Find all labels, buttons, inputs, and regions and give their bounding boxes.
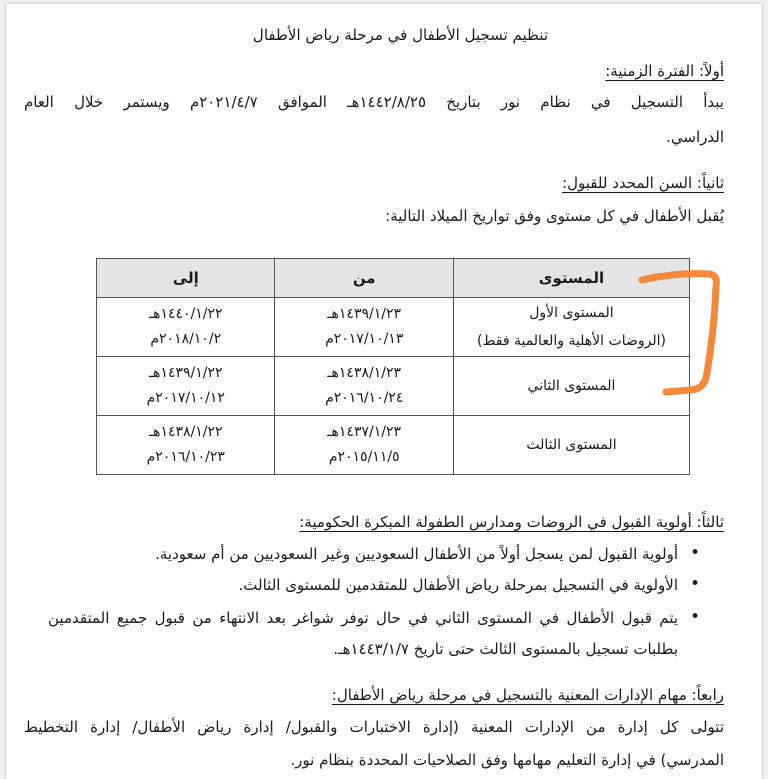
bracket-stroke: [642, 274, 716, 392]
to-hijri: ١٤٣٩/١/٢٢هـ: [148, 365, 223, 381]
section-2-heading: ثانياً: السن المحدد للقبول:: [562, 174, 724, 192]
level-name: المستوى الأول: [529, 305, 614, 321]
bullet-3-line-2: بطلبات تسجيل بالمستوى الثالث حتى تاريخ ١٤٤٣/١/٧هـ.: [333, 640, 678, 658]
to-gregorian: ٢٠١٧/١٠/١٢م: [146, 390, 225, 406]
bullet-dot: •: [689, 574, 700, 594]
from-hijri: ١٤٣٨/١/٢٣هـ: [327, 365, 401, 381]
bullet-1: أولوية القبول لمن يسجل أولاً من الأطفال السعوديين وغير السعوديين من أم سعودية.: [155, 545, 678, 563]
to-gregorian: ٢٠١٦/١٠/٢٣م: [146, 449, 225, 465]
section-1-heading: أولاً: الفترة الزمنية:: [605, 62, 724, 80]
bullet-dot: •: [689, 607, 700, 627]
orange-bracket-annotation: [6, 4, 762, 779]
section-1-line-2: الدراسي.: [666, 128, 724, 146]
header-level: المستوى: [453, 259, 689, 298]
section-3-heading: ثالثاً: أولوية القبول في الروضات ومدارس الطفولة المبكرة الحكومية:: [299, 513, 724, 531]
bullet-dot: •: [689, 543, 700, 563]
from-gregorian: ٢٠١٦/١٠/٢٤م: [325, 390, 404, 406]
document-title: تنظيم تسجيل الأطفال في مرحلة رياض الأطفال: [252, 26, 548, 44]
from-gregorian: ٢٠١٧/١٠/١٣م: [325, 331, 404, 347]
section-2-intro: يُقبل الأطفال في كل مستوى وفق تواريخ الميلاد التالية:: [385, 207, 724, 225]
from-gregorian: ٢٠١٥/١١/٥م: [328, 449, 400, 465]
section-1-line-1: يبدأ التسجيل في نظام نور بتاريخ ١٤٤٢/٨/٢٥هـ الموافق ٢٠٢١/٤/٧م ويستمر خلال العام: [24, 93, 724, 111]
document-page: [6, 4, 762, 779]
section-4-heading: رابعاً: مهام الإدارات المعنية بالتسجيل في مرحلة رياض الأطفال:: [331, 686, 724, 704]
header-to: إلى: [97, 259, 275, 298]
from-hijri: ١٤٣٧/١/٢٣هـ: [327, 424, 401, 440]
bullet-2: الأولوية في التسجيل بمرحلة رياض الأطفال للمتقدمين للمستوى الثالث.: [238, 576, 678, 594]
to-gregorian: ٢٠١٨/١٠/٢م: [150, 331, 222, 347]
to-hijri: ١٤٣٨/١/٢٢هـ: [148, 424, 223, 440]
header-from: من: [275, 259, 453, 298]
level-name: المستوى الثالث: [526, 437, 617, 453]
section-4-line-1: تتولى كل إدارة من الإدارات المعنية (إدارة الاختبارات والقبول/ إدارة رياض الأطفال/ إدارة التخطيط: [24, 718, 724, 736]
level-name: المستوى الثاني: [527, 378, 616, 394]
level-note: (الروضات الأهلية والعالمية فقط): [476, 333, 666, 349]
bullet-3-line-1: يتم قبول الأطفال في المستوى الثاني في حال توفر شواغر بعد الانتهاء من قبول جميع المتقدمين: [48, 609, 678, 627]
to-hijri: ١٤٤٠/١/٢٢هـ: [148, 306, 223, 322]
section-4-line-2: المدرسي) في إدارة التعليم مهامها وفق الصلاحيات المحددة بنظام نور.: [290, 751, 724, 769]
from-hijri: ١٤٣٩/١/٢٣هـ: [327, 306, 401, 322]
